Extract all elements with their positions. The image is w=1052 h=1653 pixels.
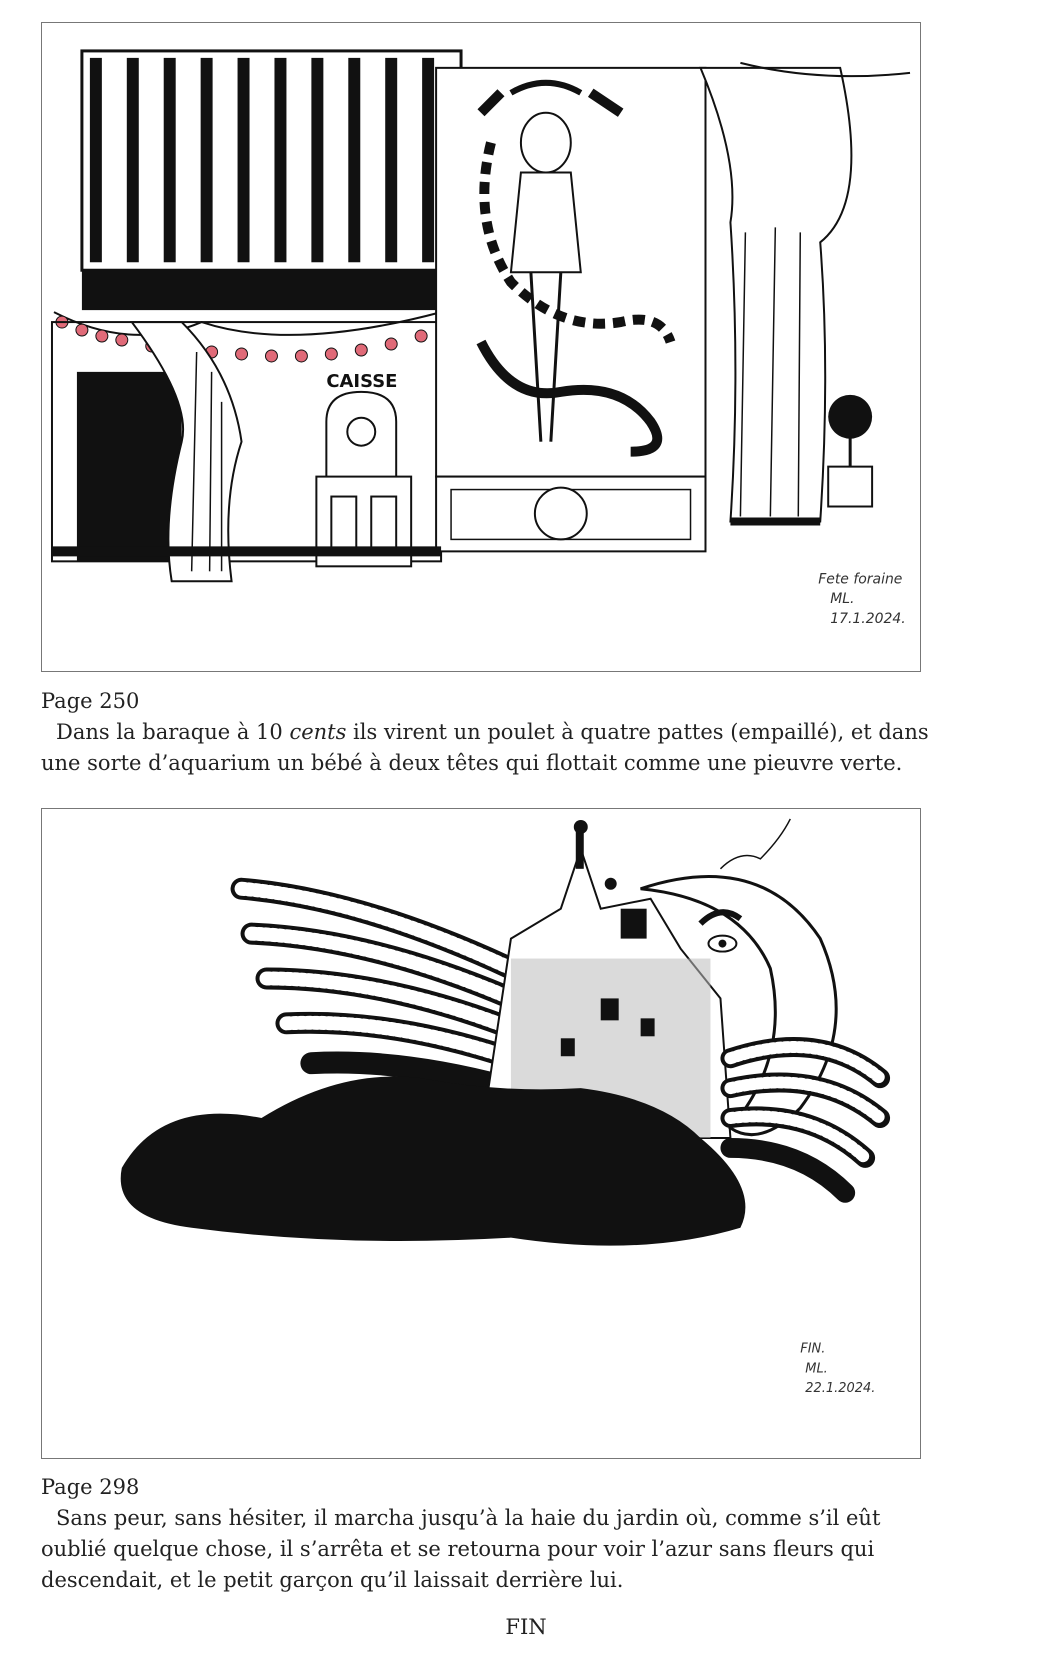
artist-signature-2 <box>800 1341 875 1396</box>
caption-page-298 <box>41 1472 941 1596</box>
signature-line-2: ML. <box>805 1361 828 1377</box>
page-label: Page 250 <box>41 689 140 713</box>
end-label: FIN <box>505 1615 547 1639</box>
caption-text: Sans peur, sans hésiter, il marcha jusqu’à la haie du jardin où, comme s’il eût oublié quelque chose, il s’arrêta et se retourna pour voir l’azur sans fleurs qui descendait, et le petit garçon qu’il laissait derrière lui. <box>41 1506 881 1592</box>
caption-text <box>41 717 941 779</box>
poster-snake-charmer <box>436 68 705 477</box>
signature-line-3: 22.1.2024. <box>805 1381 876 1397</box>
right-curtain <box>701 68 852 522</box>
signature-line-3: 17.1.2024. <box>830 611 906 628</box>
caption-text-part: Dans la baraque à 10 <box>56 720 290 744</box>
signature-line-1: FIN. <box>800 1341 826 1357</box>
lantern-garland <box>54 312 441 362</box>
potted-tree <box>828 395 872 507</box>
page-label: Page 298 <box>41 1475 140 1499</box>
winged-castle-drawing <box>42 809 920 1458</box>
caption-text-italic: cents <box>289 720 347 744</box>
stage-base <box>436 477 705 552</box>
doorway-curtain <box>77 322 242 581</box>
caisse-sign: CAISSE <box>326 370 398 392</box>
striped-awning <box>82 51 461 310</box>
ticket-booth <box>316 371 411 566</box>
artist-signature-1 <box>818 571 905 627</box>
illustration-winged-castle <box>41 808 921 1459</box>
illustration-fairground <box>41 22 921 672</box>
fairground-drawing <box>42 23 920 671</box>
caption-page-250 <box>41 686 941 779</box>
signature-line-1: Fete foraine <box>818 571 903 588</box>
caption-text-part: ils virent un poulet à quatre pattes (empaillé), et dans une sorte d’aquarium un bébé à deux têtes qui flottait comme une pieuvre verte. <box>41 720 929 775</box>
smoke-wisp <box>720 819 790 869</box>
signature-line-2: ML. <box>830 591 855 608</box>
